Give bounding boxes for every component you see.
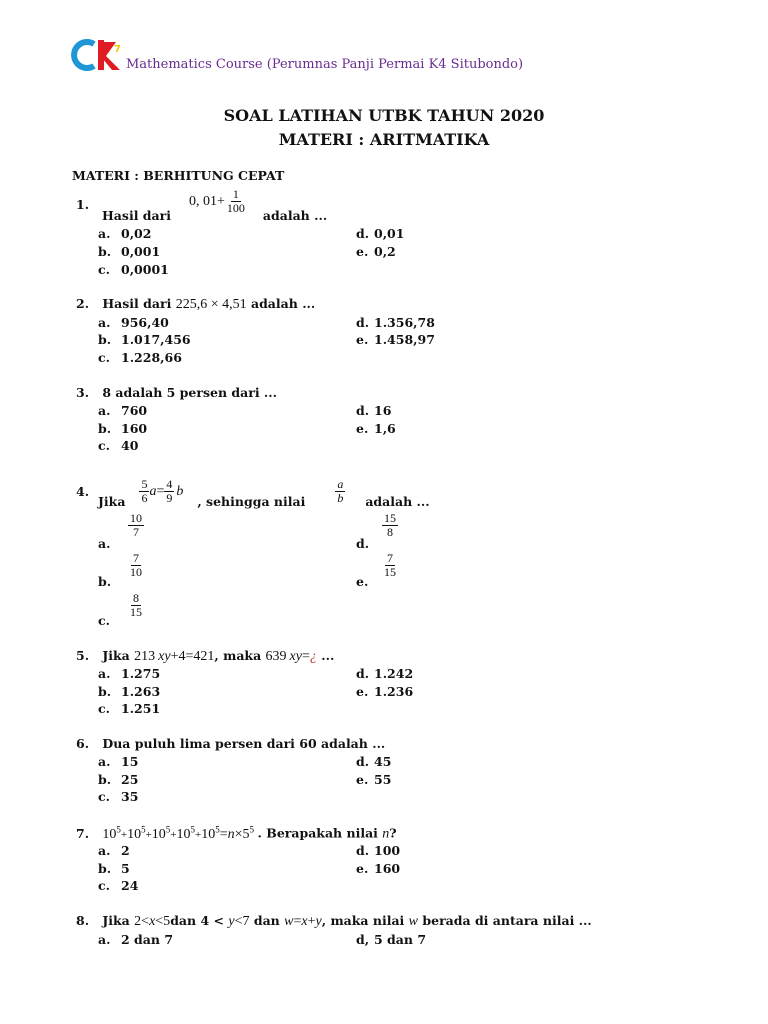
option-b-letter: b. <box>98 684 112 699</box>
option-a-letter: a. <box>98 536 111 551</box>
option-a-letter: a. <box>98 754 111 769</box>
option-b-letter: b. <box>98 574 112 589</box>
option-a-letter: a. <box>98 226 111 241</box>
option-b-letter: b. <box>98 772 112 787</box>
math-expression: 225,6 × 4,51 <box>175 297 247 312</box>
option-e[interactable]: 1.236 <box>374 684 414 699</box>
question-6 <box>76 736 385 751</box>
question-number: 5. <box>76 648 90 663</box>
option-a[interactable]: 760 <box>121 403 148 418</box>
option-e-letter: e. <box>356 332 369 347</box>
option-c[interactable]: 40 <box>121 438 139 453</box>
question-text-end: adalah ... <box>365 494 430 509</box>
option-c-letter: c. <box>98 878 110 893</box>
question-text: . Berapakah nilai <box>257 825 378 841</box>
option-a-letter: a. <box>98 403 111 418</box>
option-c-letter: c. <box>98 262 110 277</box>
option-b[interactable]: 0,001 <box>121 244 161 259</box>
section-heading: MATERI : BERHITUNG CEPAT <box>72 168 285 183</box>
option-d-letter: d. <box>356 403 370 418</box>
question-number: 2. <box>76 296 90 311</box>
svg-text:7: 7 <box>114 44 121 55</box>
option-d[interactable]: 45 <box>374 754 392 769</box>
page-subtitle: MATERI : ARITMATIKA <box>278 130 490 149</box>
question-text: Jika <box>102 648 130 663</box>
option-d[interactable]: $\frac{15}{8}$ <box>384 511 396 539</box>
option-e-letter: e. <box>356 861 369 876</box>
option-d-letter: d. <box>356 226 370 241</box>
question-text: Hasil dari <box>102 296 172 311</box>
option-a[interactable]: 1.275 <box>121 666 161 681</box>
option-c[interactable]: 24 <box>121 878 139 893</box>
logo <box>70 38 124 72</box>
question-text: Jika <box>102 913 130 928</box>
option-b-letter: b. <box>98 421 112 436</box>
question-8: 8. Jika 2<x<5dan 4 < y<7 dan w=x+y, maka nilai w berada di antara nilai ... <box>76 913 592 929</box>
question-number: 4. <box>76 484 90 499</box>
option-e-letter: e. <box>356 244 369 259</box>
question-number: 7. <box>76 825 90 841</box>
option-e[interactable]: 0,2 <box>374 244 396 259</box>
question-text-mid: , sehingga nilai <box>197 494 306 509</box>
question-4 <box>76 474 430 509</box>
option-b[interactable]: 1.263 <box>121 684 161 699</box>
option-d-letter: d. <box>356 666 370 681</box>
option-e-letter: e. <box>356 574 369 589</box>
question-text: Dua puluh lima persen dari 60 adalah ... <box>102 736 386 751</box>
option-a-letter: a. <box>98 932 111 947</box>
option-b-letter: b. <box>98 244 112 259</box>
option-d-letter: d, <box>356 932 370 947</box>
option-d[interactable]: 16 <box>374 403 392 418</box>
math-expression: 0, 01+ $\frac{1}{100}$ <box>188 187 245 215</box>
option-c[interactable]: 0,0001 <box>121 262 169 277</box>
option-a-letter: a. <box>98 666 111 681</box>
question-number: 8. <box>76 913 90 928</box>
option-b[interactable]: 25 <box>121 772 139 787</box>
option-c[interactable]: 35 <box>121 789 139 804</box>
option-a[interactable]: 0,02 <box>121 226 152 241</box>
option-e[interactable]: 55 <box>374 772 392 787</box>
option-d[interactable]: 1.356,78 <box>374 315 435 330</box>
question-5: 5. Jika 213 xy+4=421, maka 639 xy=¿ ... <box>76 648 335 664</box>
option-a[interactable]: 2 <box>121 843 130 858</box>
option-c-letter: c. <box>98 613 110 628</box>
question-number: 3. <box>76 385 90 400</box>
question-2 <box>76 296 315 313</box>
option-b[interactable]: 160 <box>121 421 148 436</box>
course-name: Mathematics Course (Perumnas Panji Permai K4 Situbondo) <box>126 57 524 72</box>
option-c-letter: c. <box>98 789 110 804</box>
option-a-letter: a. <box>98 843 111 858</box>
question-1 <box>76 186 327 223</box>
option-d-letter: d. <box>356 754 370 769</box>
option-a-letter: a. <box>98 315 111 330</box>
option-e-letter: e. <box>356 684 369 699</box>
option-e[interactable]: 1,6 <box>374 421 396 436</box>
question-text: Hasil dari <box>102 208 171 223</box>
option-a[interactable]: 2 dan 7 <box>121 932 174 947</box>
question-text: 8 adalah 5 persen dari ... <box>102 385 277 400</box>
option-e[interactable]: 1.458,97 <box>374 332 435 347</box>
question-text-end: adalah ... <box>250 296 316 311</box>
question-7: 7. $10^5+10^5+10^5+10^5+10^5=n\times 5^5$ . Berapakah nilai n? <box>76 824 397 842</box>
option-a[interactable]: 956,40 <box>121 315 169 330</box>
option-d[interactable]: 5 dan 7 <box>374 932 427 947</box>
option-e[interactable]: $\frac{7}{15}$ <box>384 551 396 579</box>
option-e[interactable]: 160 <box>374 861 401 876</box>
option-d-letter: d. <box>356 315 370 330</box>
math-fraction: $\frac{a}{b}$ <box>337 477 344 505</box>
option-c-letter: c. <box>98 438 110 453</box>
option-d[interactable]: 1.242 <box>374 666 414 681</box>
option-e-letter: e. <box>356 421 369 436</box>
option-a[interactable]: 15 <box>121 754 139 769</box>
page-title: SOAL LATIHAN UTBK TAHUN 2020 <box>223 106 545 125</box>
option-e-letter: e. <box>356 772 369 787</box>
option-c[interactable]: 1.251 <box>121 701 161 716</box>
option-d[interactable]: 0,01 <box>374 226 405 241</box>
question-3 <box>76 385 277 400</box>
math-expression: $\frac{5}{6}$ a = $\frac{4}{9}$ b <box>141 477 184 505</box>
option-b-letter: b. <box>98 332 112 347</box>
option-c[interactable]: $\frac{8}{15}$ <box>130 591 142 619</box>
option-a[interactable]: $\frac{10}{7}$ <box>130 511 142 539</box>
option-b[interactable]: 5 <box>121 861 130 876</box>
math-expression: $10^5+10^5+10^5+10^5+10^5=n\times 5^5$ <box>102 824 255 842</box>
option-b[interactable]: 1.017,456 <box>121 332 191 347</box>
option-b-letter: b. <box>98 861 112 876</box>
option-d-letter: d. <box>356 536 370 551</box>
question-text: Jika <box>98 494 126 509</box>
question-text-end: adalah ... <box>262 208 328 223</box>
option-c-letter: c. <box>98 350 110 365</box>
option-b[interactable]: $\frac{7}{10}$ <box>130 551 142 579</box>
question-number: 6. <box>76 736 90 751</box>
option-d[interactable]: 100 <box>374 843 401 858</box>
question-number: 1. <box>76 197 90 212</box>
option-c[interactable]: 1.228,66 <box>121 350 182 365</box>
option-d-letter: d. <box>356 843 370 858</box>
option-c-letter: c. <box>98 701 110 716</box>
